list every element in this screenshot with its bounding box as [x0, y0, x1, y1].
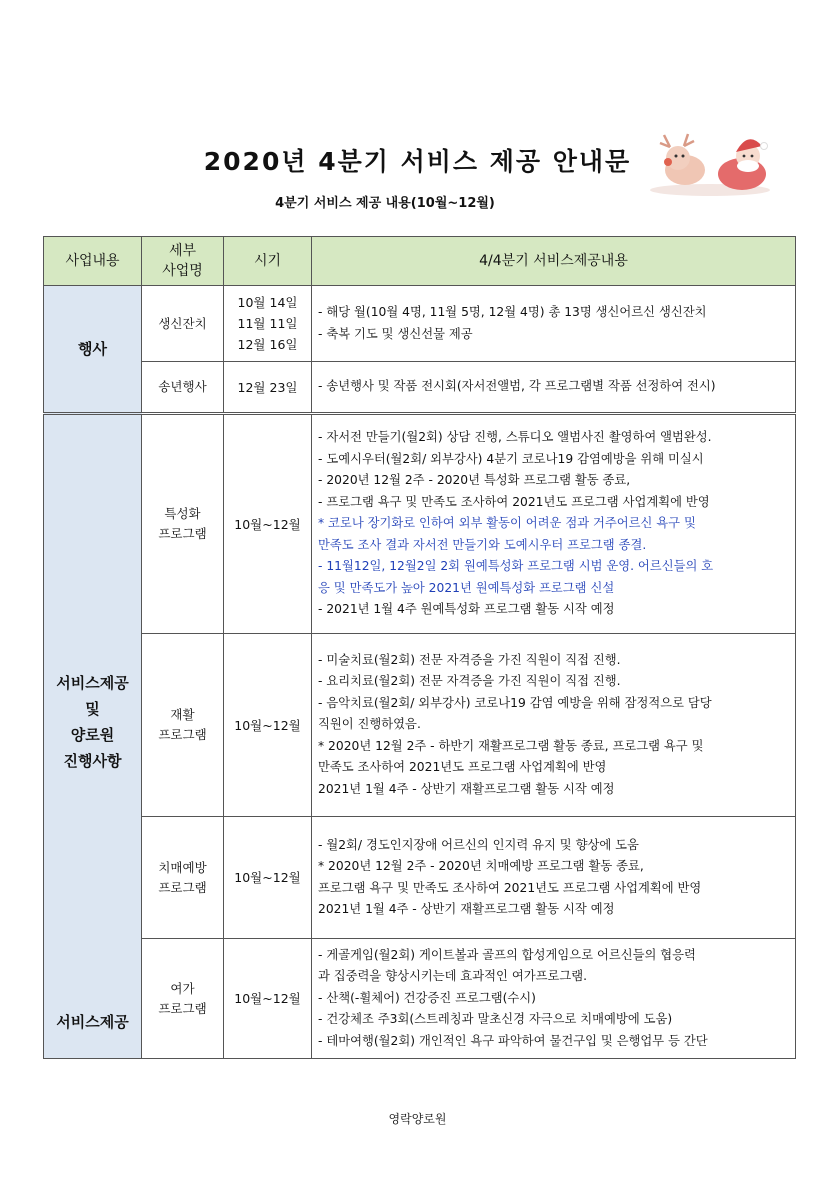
- program-name: [142, 362, 224, 414]
- table-row: [44, 817, 796, 939]
- program-name-line: 여가: [170, 980, 195, 996]
- header-row: [44, 237, 796, 286]
- category-service-line: 양로원: [70, 726, 115, 744]
- footer-organization: 영락양로원: [388, 1112, 447, 1126]
- content-line: 응 및 만족도가 높아 2021년 원예특성화 프로그램 신설: [318, 580, 615, 595]
- program-name: [142, 817, 224, 939]
- period-line: 12월 23일: [237, 379, 298, 395]
- program-name: [142, 939, 224, 1059]
- program-name-line: 프로그램: [158, 1000, 207, 1016]
- program-name: [142, 634, 224, 817]
- header-period: 시기: [224, 237, 312, 286]
- content-cell: [312, 414, 796, 634]
- period-line: 10월~12월: [234, 991, 301, 1006]
- period-cell: [224, 362, 312, 414]
- content-line: - 게골게임(월2회) 게이트볼과 골프의 합성게임으로 어르신들의 협응력: [318, 947, 696, 962]
- header-business-content: 사업내용: [44, 237, 142, 286]
- program-name-line: 생신잔치: [158, 315, 207, 331]
- period-cell: [224, 414, 312, 634]
- content-line: * 2020년 12월 2주 - 2020년 치매예방 프로그램 활동 종료,: [318, 859, 644, 873]
- table-row: [44, 414, 796, 634]
- program-name-line: 프로그램: [158, 526, 207, 541]
- content-line: * 2020년 12월 2주 - 하반기 재활프로그램 활동 종료, 프로그램 욕구 및: [318, 738, 704, 753]
- content-cell: [312, 286, 796, 362]
- program-name-line: 프로그램: [158, 879, 207, 895]
- content-line: - 건강체조 주3회(스트레칭과 말초신경 자극으로 치매예방에 도움): [318, 1012, 673, 1027]
- program-name-line: 치매예방: [158, 859, 207, 875]
- content-cell: [312, 939, 796, 1059]
- content-cell: [312, 817, 796, 939]
- content-line: - 월2회/ 경도인지장애 어르신의 인지력 유지 및 향상에 도움: [318, 837, 639, 852]
- period-line: 10월~12월: [234, 516, 301, 532]
- content-line: - 2020년 12월 2주 - 2020년 특성화 프로그램 활동 종료,: [318, 473, 631, 488]
- period-cell: [224, 634, 312, 817]
- content-line: - 축복 기도 및 생신선물 제공: [318, 326, 473, 341]
- content-line: 2021년 1월 4주 - 상반기 재활프로그램 활동 시작 예정: [318, 902, 615, 916]
- content-line: 만족도 조사하여 2021년도 프로그램 사업계획에 반영: [318, 760, 607, 775]
- content-line: 만족도 조사 결과 자서전 만들기와 도예시우터 프로그램 종결.: [318, 537, 647, 552]
- content-line: - 음악치료(월2회/ 외부강사) 코로나19 감염 예방을 위해 잠정적으로 담당: [318, 695, 712, 710]
- period-cell: [224, 817, 312, 939]
- program-name-line: 프로그램: [158, 727, 207, 742]
- period-cell: [224, 939, 312, 1059]
- category-event: 행사: [44, 286, 142, 414]
- content-line: 프로그램 욕구 및 만족도 조사하여 2021년도 프로그램 사업계획에 반영: [318, 880, 702, 895]
- period-line: 10월 14일: [237, 295, 298, 310]
- category-service-line: 및: [85, 700, 100, 718]
- table-row: [44, 286, 796, 362]
- category-service-line: 서비스제공: [56, 674, 129, 692]
- program-name: [142, 286, 224, 362]
- page-title: 2020년 4분기 서비스 제공 안내문: [203, 147, 632, 176]
- content-line: - 2021년 1월 4주 원예특성화 프로그램 활동 시작 예정: [318, 602, 615, 617]
- content-line: - 해당 월(10월 4명, 11월 5명, 12월 4명) 총 13명 생신어르신 생신잔치: [318, 305, 707, 319]
- content-line: 과 집중력을 향상시키는데 효과적인 여가프로그램.: [318, 969, 587, 984]
- content-line: 2021년 1월 4주 - 상반기 재활프로그램 활동 시작 예정: [318, 781, 615, 796]
- period-line: 11월 11일: [237, 316, 298, 331]
- program-name: [142, 414, 224, 634]
- content-line: - 테마여행(월2회) 개인적인 욕구 파악하여 물건구입 및 은행업무 등 간단: [318, 1033, 708, 1048]
- header-service-content: 4/4분기 서비스제공내용: [312, 237, 796, 286]
- period-line: 12월 16일: [237, 337, 298, 352]
- content-line: - 미술치료(월2회) 전문 자격증을 가진 직원이 직접 진행.: [318, 652, 621, 667]
- category-service: [44, 414, 142, 1059]
- period-line: 10월~12월: [234, 717, 301, 733]
- header-detail-name: [142, 237, 224, 286]
- content-line: - 11월12일, 12월2일 2회 원예특성화 프로그램 시범 운영. 어르신들의 호: [318, 559, 714, 574]
- program-name-line: 재활: [170, 707, 195, 722]
- category-service-line: 진행사항: [63, 752, 122, 770]
- table-row: [44, 939, 796, 1059]
- content-line: - 도예시우터(월2회/ 외부강사) 4분기 코로나19 감염예방을 위해 미실시: [318, 451, 704, 466]
- content-line: - 요리치료(월2회) 전문 자격증을 가진 직원이 직접 진행.: [318, 674, 621, 689]
- content-line: - 프로그램 욕구 및 만족도 조사하여 2021년도 프로그램 사업계획에 반영: [318, 494, 710, 509]
- content-cell: [312, 362, 796, 414]
- program-name-line: 송년행사: [158, 379, 207, 394]
- header-detail-line2: 사업명: [162, 263, 203, 279]
- content-line: - 산책(-휠체어) 건강증진 프로그램(수시): [318, 990, 536, 1005]
- table-row: [44, 362, 796, 414]
- content-line: - 자서전 만들기(월2회) 상담 진행, 스튜디오 앨범사진 촬영하여 앨범완성.: [318, 430, 712, 445]
- period-cell: [224, 286, 312, 362]
- category-service-bottom: 서비스제공: [56, 1013, 129, 1031]
- period-line: 10월~12월: [234, 870, 301, 885]
- table-row: [44, 634, 796, 817]
- content-cell: [312, 634, 796, 817]
- christmas-decoration-icon: [640, 122, 780, 197]
- content-line: * 코로나 장기화로 인하여 외부 활동이 어려운 점과 거주어르신 욕구 및: [318, 516, 696, 531]
- content-line: - 송년행사 및 작품 전시회(자서전앨범, 각 프로그램별 작품 선정하여 전시): [318, 379, 716, 394]
- program-name-line: 특성화: [164, 506, 201, 521]
- subtitle: 4분기 서비스 제공 내용(10월~12월): [275, 196, 495, 211]
- service-table: [43, 236, 796, 1059]
- header-detail-line1: 세부: [168, 243, 197, 259]
- content-line: 직원이 진행하였음.: [318, 717, 421, 732]
